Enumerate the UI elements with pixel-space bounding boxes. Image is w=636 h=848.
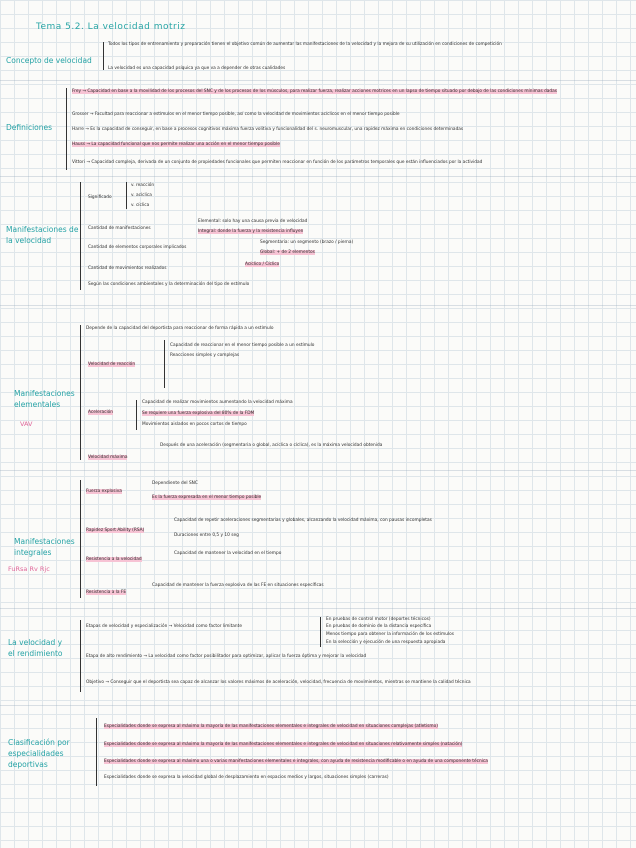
elemental-line: Depende de la capacidad del deportista para reaccionar de forma rápida a un estímulo xyxy=(86,326,274,331)
elementales-abbr: VAV xyxy=(20,420,33,428)
rendimiento-line: Etapa de alto rendimiento → La velocidad como factor posibilitador para optimizar, aplicar la fuerza óptima y mejorar la velocidad xyxy=(86,654,367,659)
integral-line: Resistencia a la FE xyxy=(86,590,127,595)
brace xyxy=(80,480,81,598)
definicion-line: Harre → Es la capacidad de conseguir, en base a procesos cognitivos máxima fuerza volitiva y funcionalidad del s. neuromuscular, una rapidez máxima en condiciones determinadas xyxy=(72,127,464,132)
integral-line: Capacidad de repetir aceleraciones segmentarias y globales, alcanzando la velocidad máxima, con pausas incompletas xyxy=(174,518,432,523)
manifestacion-line: Cantidad de elementos corporales implicados xyxy=(88,245,187,250)
divider xyxy=(0,305,636,306)
divider xyxy=(0,80,636,81)
page-title: Tema 5.2. La velocidad motriz xyxy=(36,22,186,32)
divider xyxy=(0,176,636,177)
brace xyxy=(320,617,321,647)
elemental-line: Velocidad máxima xyxy=(88,455,128,460)
section-manifestaciones-title: Manifestaciones de la velocidad xyxy=(6,225,79,245)
rendimiento-line: En pruebas de dominio de la distancia específica xyxy=(326,624,432,629)
manifestacion-line: Global: + de 2 elementos xyxy=(260,250,315,255)
integral-line: Fuerza explosiva xyxy=(86,489,122,494)
divider xyxy=(0,470,636,471)
significado-item: v. reacción xyxy=(131,183,155,188)
brace xyxy=(103,42,104,70)
section-concepto-title: Concepto de velocidad xyxy=(6,56,92,65)
brace xyxy=(126,182,127,209)
manifestacion-line: Segmentaria: un segmento (brazo / pierna) xyxy=(260,240,354,245)
divider xyxy=(0,608,636,609)
clasificacion-line: Especialidades donde se expresa al máximo la mayoría de las manifestaciones elementales e integrales de velocidad en situaciones relativamente simples (natación) xyxy=(104,742,463,747)
divider xyxy=(0,705,636,706)
rendimiento-line: Etapas de velocidad y especialización → Velocidad como factor limitante xyxy=(86,624,242,629)
brace xyxy=(80,325,81,460)
elemental-line: Se requiere una fuerza explosiva del 80% de la FDM xyxy=(142,411,255,416)
integral-line: Capacidad de mantener la fuerza explosiva de las FE en situaciones específicas xyxy=(152,583,324,588)
elemental-line: Capacidad de reaccionar en el menor tiempo posible a un estímulo xyxy=(170,343,315,348)
definicion-line: Grosser → Facultad para reaccionar a estímulos en el menor tiempo posible, así como la velocidad de movimientos acíclicos en el menor tiempo posible xyxy=(72,112,400,117)
brace xyxy=(80,620,81,692)
brace xyxy=(164,340,165,388)
integral-line: Es la fuerza expresada en el menor tiempo posible xyxy=(152,495,262,500)
definicion-line: Vittori → Capacidad compleja, derivada de un conjunto de propiedades funcionales que permiten reaccionar en función de los parámetros temporales que están influenciados por la actividad xyxy=(72,160,483,165)
elemental-line: Después de una aceleración (segmentaria o global, acíclica o cíclica), es la máxima velocidad obtenida xyxy=(160,443,383,448)
section-elementales-title: Manifestaciones elementales xyxy=(14,389,75,409)
manifestacion-line: Acíclico / Cíclico xyxy=(245,262,280,267)
integrales-abbr: FuRsa Rv Rjc xyxy=(8,565,50,573)
rendimiento-line: En la selección y ejecución de una respuesta apropiada xyxy=(326,640,446,645)
elemental-line: Velocidad de reacción xyxy=(88,362,136,367)
manifestacion-line: Cantidad de movimientos realizados xyxy=(88,266,167,271)
integral-line: Dependiente del SNC xyxy=(152,481,198,486)
manifestacion-line: Cantidad de manifestaciones xyxy=(88,226,151,231)
clasificacion-line: Especialidades donde se expresa la velocidad global de desplazamiento en espacios medios y largos, situaciones simples (carreras) xyxy=(104,775,389,780)
integral-line: Duraciones entre 0,5 y 10 seg xyxy=(174,533,239,538)
definicion-line: Hauss → La capacidad funcional que nos permite realizar una acción en el menor tiempo posible xyxy=(72,142,280,147)
integral-line: Capacidad de mantener la velocidad en el tiempo xyxy=(174,551,282,556)
brace xyxy=(96,718,97,786)
section-definiciones-title: Definiciones xyxy=(6,123,53,132)
clasificacion-line: Especialidades donde se expresa al máximo una o varias manifestaciones elementales e integrales, con ayuda de resistencia modificable o en ayuda de una componente técnica xyxy=(104,759,488,764)
clasificacion-line: Especialidades donde se expresa al máximo la mayoría de las manifestaciones elementales e integrales de velocidad en situaciones complejas (atletismo) xyxy=(104,724,438,729)
brace xyxy=(136,400,137,430)
section-rendimiento-title: La velocidad y el rendimiento xyxy=(8,638,63,658)
manifestacion-line: Elemental: solo hay una causa previa de velocidad xyxy=(198,219,308,224)
concepto-line: Todos los tipos de entrenamiento y preparación tienen el objetivo común de aumentar las manifestaciones de la velocidad y la mejora de su utilización en condiciones de competición xyxy=(108,42,502,47)
significado-item: v. acíclica xyxy=(131,193,152,198)
section-clasificacion-title: Clasificación por especialidades deportivas xyxy=(8,738,70,769)
significado-label: Significado xyxy=(88,195,112,200)
rendimiento-line: En pruebas de control motor (deportes técnicos) xyxy=(326,617,431,622)
section-integrales-title: Manifestaciones integrales xyxy=(14,537,75,557)
concepto-line: La velocidad es una capacidad psíquica ya que va a depender de otras cualidades xyxy=(108,66,286,71)
brace xyxy=(66,88,67,170)
manifestacion-line: Integral: donde la fuerza y la resistencia influyen xyxy=(198,229,304,234)
brace xyxy=(80,182,81,290)
integral-line: Rapidez Sport Ability (RSA) xyxy=(86,528,145,533)
manifestacion-line: Según las condiciones ambientales y la determinación del tipo de estímulo xyxy=(88,282,250,287)
definicion-line: Frey → Capacidad en base a la movilidad de los procesos del SNC y de los procesos de los músculos, para realizar fuerza, realizar acciones motrices en un lapso de tiempo situado por debajo de las condiciones mínimas dadas xyxy=(72,89,558,94)
integral-line: Resistencia a la velocidad xyxy=(86,557,142,562)
elemental-line: Aceleración xyxy=(88,410,114,415)
rendimiento-line: Menos tiempo para obtener la información de los estímulos xyxy=(326,632,454,637)
elemental-line: Movimientos aislados en pocos cortos de tiempo xyxy=(142,422,247,427)
significado-item: v. cíclica xyxy=(131,203,150,208)
rendimiento-line: Objetivo → Conseguir que el deportista sea capaz de alcanzar los valores máximos de aceleración, velocidad, frecuencia de movimientos, mientras se mantiene la calidad técnica xyxy=(86,680,471,685)
elemental-line: Capacidad de realizar movimientos aumentando la velocidad máxima xyxy=(142,400,293,405)
elemental-line: Reacciones simples y complejas xyxy=(170,353,240,358)
